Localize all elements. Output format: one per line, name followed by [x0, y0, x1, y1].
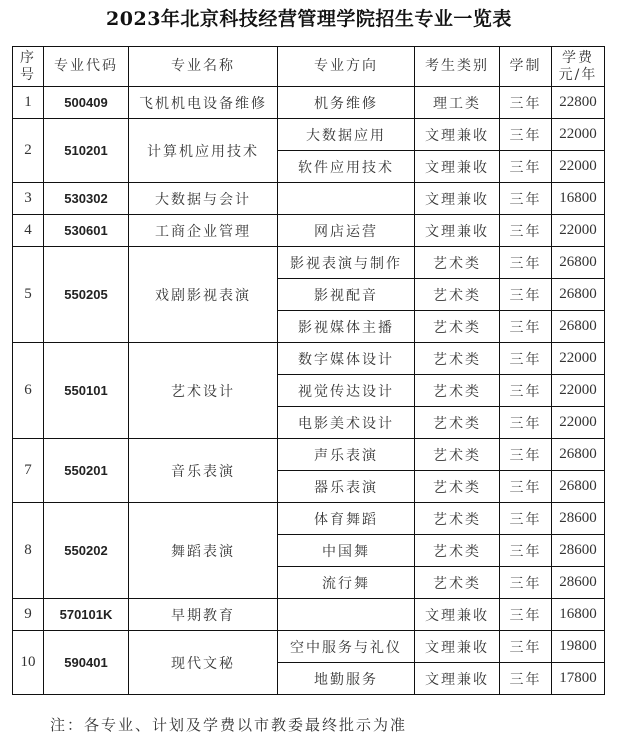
cell-fee: 22000	[552, 119, 605, 151]
cell-fee: 28600	[552, 535, 605, 567]
table-row	[13, 119, 605, 151]
cell-fee: 26800	[552, 471, 605, 503]
cell-duration: 三年	[500, 183, 552, 215]
cell-fee: 16800	[552, 599, 605, 631]
cell-index: 3	[13, 183, 44, 215]
cell-category: 理工类	[415, 87, 500, 119]
cell-direction: 中国舞	[278, 535, 415, 567]
header-category: 考生类别	[415, 47, 500, 87]
cell-direction: 软件应用技术	[278, 151, 415, 183]
cell-category: 文理兼收	[415, 119, 500, 151]
cell-fee: 19800	[552, 631, 605, 663]
cell-category: 艺术类	[415, 343, 500, 375]
header-name: 专业名称	[129, 47, 278, 87]
cell-name: 大数据与会计	[129, 183, 278, 215]
header-index	[13, 47, 44, 87]
cell-code: 550205	[44, 247, 129, 343]
page-title: 2023年北京科技经营管理学院招生专业一览表	[106, 8, 512, 30]
cell-category: 艺术类	[415, 247, 500, 279]
cell-category: 艺术类	[415, 311, 500, 343]
cell-name: 戏剧影视表演	[129, 247, 278, 343]
cell-direction: 网店运营	[278, 215, 415, 247]
cell-code: 500409	[44, 87, 129, 119]
cell-direction: 声乐表演	[278, 439, 415, 471]
cell-duration: 三年	[500, 631, 552, 663]
cell-category: 文理兼收	[415, 663, 500, 695]
cell-code: 550201	[44, 439, 129, 503]
cell-name: 现代文秘	[129, 631, 278, 695]
cell-index: 6	[13, 343, 44, 439]
cell-duration: 三年	[500, 663, 552, 695]
cell-direction: 器乐表演	[278, 471, 415, 503]
header-index-line1: 序	[20, 49, 36, 66]
cell-duration: 三年	[500, 343, 552, 375]
cell-index: 4	[13, 215, 44, 247]
cell-direction: 空中服务与礼仪	[278, 631, 415, 663]
cell-name: 早期教育	[129, 599, 278, 631]
cell-duration: 三年	[500, 599, 552, 631]
header-index-line2: 号	[20, 66, 36, 83]
header-direction: 专业方向	[278, 47, 415, 87]
cell-duration: 三年	[500, 439, 552, 471]
cell-fee: 28600	[552, 503, 605, 535]
cell-category: 艺术类	[415, 471, 500, 503]
cell-code: 570101K	[44, 599, 129, 631]
cell-fee: 26800	[552, 247, 605, 279]
cell-name: 计算机应用技术	[129, 119, 278, 183]
cell-category: 文理兼收	[415, 151, 500, 183]
cell-duration: 三年	[500, 279, 552, 311]
cell-category: 艺术类	[415, 439, 500, 471]
footnote: 注：各专业、计划及学费以市教委最终批示为准	[50, 716, 408, 734]
cell-index: 8	[13, 503, 44, 599]
cell-index: 7	[13, 439, 44, 503]
header-code: 专业代码	[44, 47, 129, 87]
table-row	[13, 183, 605, 215]
cell-direction: 机务维修	[278, 87, 415, 119]
cell-code: 590401	[44, 631, 129, 695]
cell-code: 550101	[44, 343, 129, 439]
cell-direction: 体育舞蹈	[278, 503, 415, 535]
header-fee	[552, 47, 605, 87]
cell-fee: 22800	[552, 87, 605, 119]
cell-direction: 影视媒体主播	[278, 311, 415, 343]
cell-direction	[278, 599, 415, 631]
table-header-row	[13, 47, 605, 87]
cell-name: 工商企业管理	[129, 215, 278, 247]
majors-table	[12, 46, 605, 695]
cell-code: 530302	[44, 183, 129, 215]
cell-duration: 三年	[500, 119, 552, 151]
cell-fee: 26800	[552, 279, 605, 311]
cell-duration: 三年	[500, 151, 552, 183]
header-fee-line2: 元/年	[558, 66, 598, 83]
table-row	[13, 247, 605, 279]
cell-duration: 三年	[500, 471, 552, 503]
cell-category: 文理兼收	[415, 599, 500, 631]
cell-fee: 26800	[552, 439, 605, 471]
cell-direction: 影视配音	[278, 279, 415, 311]
table-row	[13, 599, 605, 631]
cell-fee: 22000	[552, 343, 605, 375]
header-fee-line1: 学费	[562, 49, 594, 66]
cell-category: 文理兼收	[415, 183, 500, 215]
cell-direction: 影视表演与制作	[278, 247, 415, 279]
table-row	[13, 439, 605, 471]
cell-category: 艺术类	[415, 375, 500, 407]
cell-category: 艺术类	[415, 407, 500, 439]
cell-fee: 22000	[552, 407, 605, 439]
cell-duration: 三年	[500, 375, 552, 407]
cell-name: 艺术设计	[129, 343, 278, 439]
cell-fee: 22000	[552, 215, 605, 247]
cell-fee: 17800	[552, 663, 605, 695]
cell-duration: 三年	[500, 215, 552, 247]
cell-code: 510201	[44, 119, 129, 183]
cell-category: 艺术类	[415, 535, 500, 567]
cell-category: 艺术类	[415, 567, 500, 599]
cell-name: 舞蹈表演	[129, 503, 278, 599]
cell-direction: 视觉传达设计	[278, 375, 415, 407]
cell-name: 飞机机电设备维修	[129, 87, 278, 119]
cell-index: 5	[13, 247, 44, 343]
cell-direction	[278, 183, 415, 215]
table-row	[13, 503, 605, 535]
cell-code: 530601	[44, 215, 129, 247]
cell-index: 1	[13, 87, 44, 119]
cell-direction: 流行舞	[278, 567, 415, 599]
cell-duration: 三年	[500, 503, 552, 535]
cell-duration: 三年	[500, 247, 552, 279]
cell-duration: 三年	[500, 407, 552, 439]
cell-index: 9	[13, 599, 44, 631]
cell-category: 文理兼收	[415, 215, 500, 247]
cell-duration: 三年	[500, 311, 552, 343]
table-row	[13, 343, 605, 375]
cell-duration: 三年	[500, 87, 552, 119]
table-row	[13, 87, 605, 119]
cell-fee: 28600	[552, 567, 605, 599]
table-row	[13, 631, 605, 663]
cell-duration: 三年	[500, 535, 552, 567]
cell-index: 10	[13, 631, 44, 695]
cell-category: 艺术类	[415, 279, 500, 311]
cell-code: 550202	[44, 503, 129, 599]
cell-category: 艺术类	[415, 503, 500, 535]
cell-fee: 16800	[552, 183, 605, 215]
table-row	[13, 215, 605, 247]
cell-direction: 地勤服务	[278, 663, 415, 695]
cell-category: 文理兼收	[415, 631, 500, 663]
cell-fee: 22000	[552, 375, 605, 407]
cell-index: 2	[13, 119, 44, 183]
cell-direction: 电影美术设计	[278, 407, 415, 439]
cell-fee: 22000	[552, 151, 605, 183]
cell-fee: 26800	[552, 311, 605, 343]
cell-duration: 三年	[500, 567, 552, 599]
cell-direction: 大数据应用	[278, 119, 415, 151]
cell-name: 音乐表演	[129, 439, 278, 503]
cell-direction: 数字媒体设计	[278, 343, 415, 375]
header-duration: 学制	[500, 47, 552, 87]
